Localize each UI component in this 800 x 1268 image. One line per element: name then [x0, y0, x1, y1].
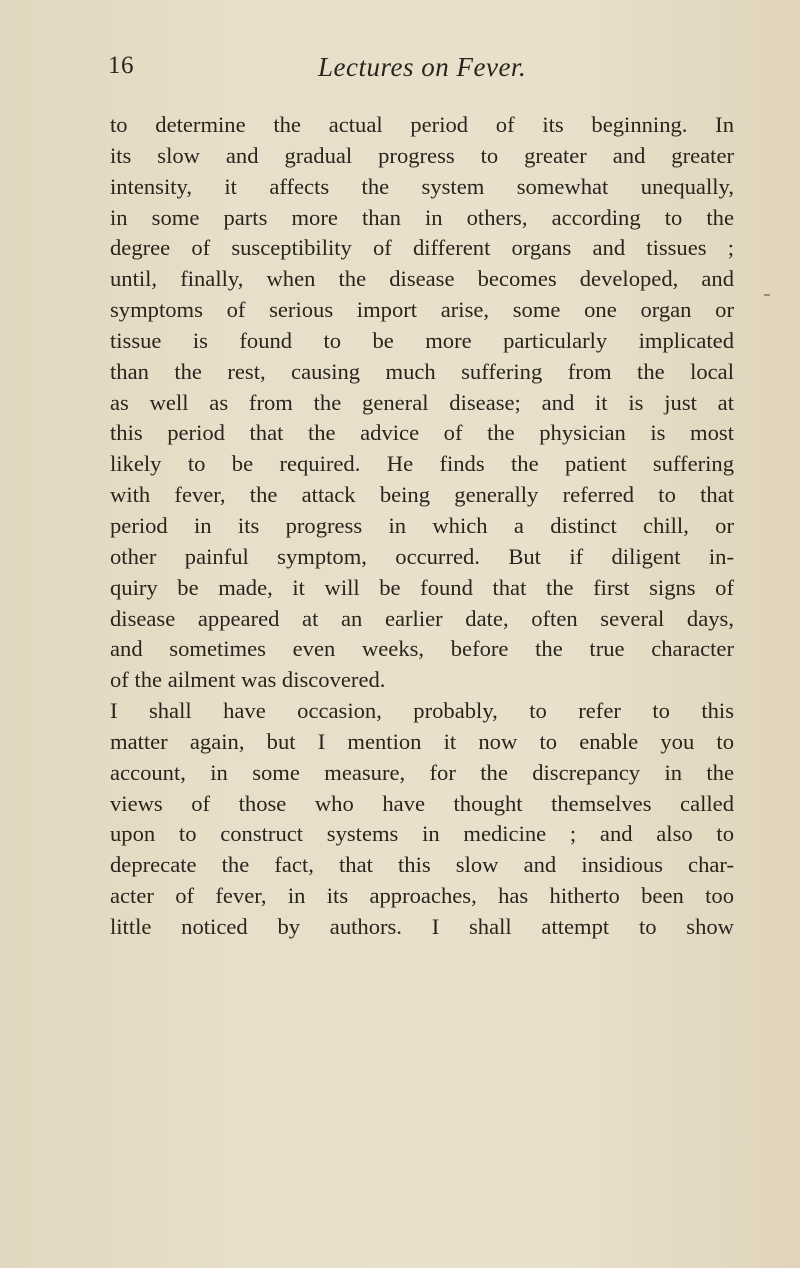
text-line: and sometimes even weeks, before the true character: [110, 636, 734, 662]
text-line: quiry be made, it will be found that the first signs of: [110, 574, 734, 600]
text-line: symptoms of serious import arise, some one organ or: [110, 297, 734, 323]
body-text: [110, 110, 734, 943]
text-line: disease appeared at an earlier date, often several days,: [110, 605, 734, 631]
text-line: intensity, it affects the system somewhat unequally,: [110, 173, 734, 199]
text-line: upon to construct systems in medicine ; and also to: [110, 821, 734, 847]
text-line: degree of susceptibility of different organs and tissues ;: [110, 235, 734, 261]
text-line: this period that the advice of the physician is most: [110, 420, 734, 446]
margin-mark: [764, 294, 770, 296]
text-line: period in its progress in which a distinct chill, or: [110, 512, 734, 538]
text-line: with fever, the attack being generally referred to that: [110, 482, 734, 508]
text-line: other painful symptom, occurred. But if diligent in-: [110, 543, 734, 569]
text-line: to determine the actual period of its beginning. In: [110, 112, 734, 137]
text-line: of the ailment was discovered.: [110, 667, 386, 693]
text-line: until, finally, when the disease becomes developed, and: [110, 266, 734, 292]
text-line: little noticed by authors. I shall attempt to show: [110, 913, 734, 939]
text-line: acter of fever, in its approaches, has hitherto been too: [110, 883, 734, 909]
page-number: 16: [108, 52, 134, 79]
text-line: account, in some measure, for the discrepancy in the: [110, 759, 734, 785]
text-line: tissue is found to be more particularly implicated: [110, 327, 734, 353]
text-line: than the rest, causing much suffering from the local: [110, 358, 734, 384]
text-line: deprecate the fact, that this slow and insidious char-: [110, 852, 734, 878]
text-line: likely to be required. He finds the patient suffering: [110, 451, 734, 477]
running-title: Lectures on Fever.: [318, 52, 527, 82]
text-line: I shall have occasion, probably, to refer to this: [110, 698, 734, 724]
text-line: its slow and gradual progress to greater and greater: [110, 142, 734, 168]
text-line: views of those who have thought themselves called: [110, 790, 734, 816]
text-line: matter again, but I mention it now to enable you to: [110, 728, 734, 754]
text-line: as well as from the general disease; and it is just at: [110, 389, 734, 415]
page-header: [108, 52, 728, 92]
text-line: in some parts more than in others, according to the: [110, 204, 734, 230]
